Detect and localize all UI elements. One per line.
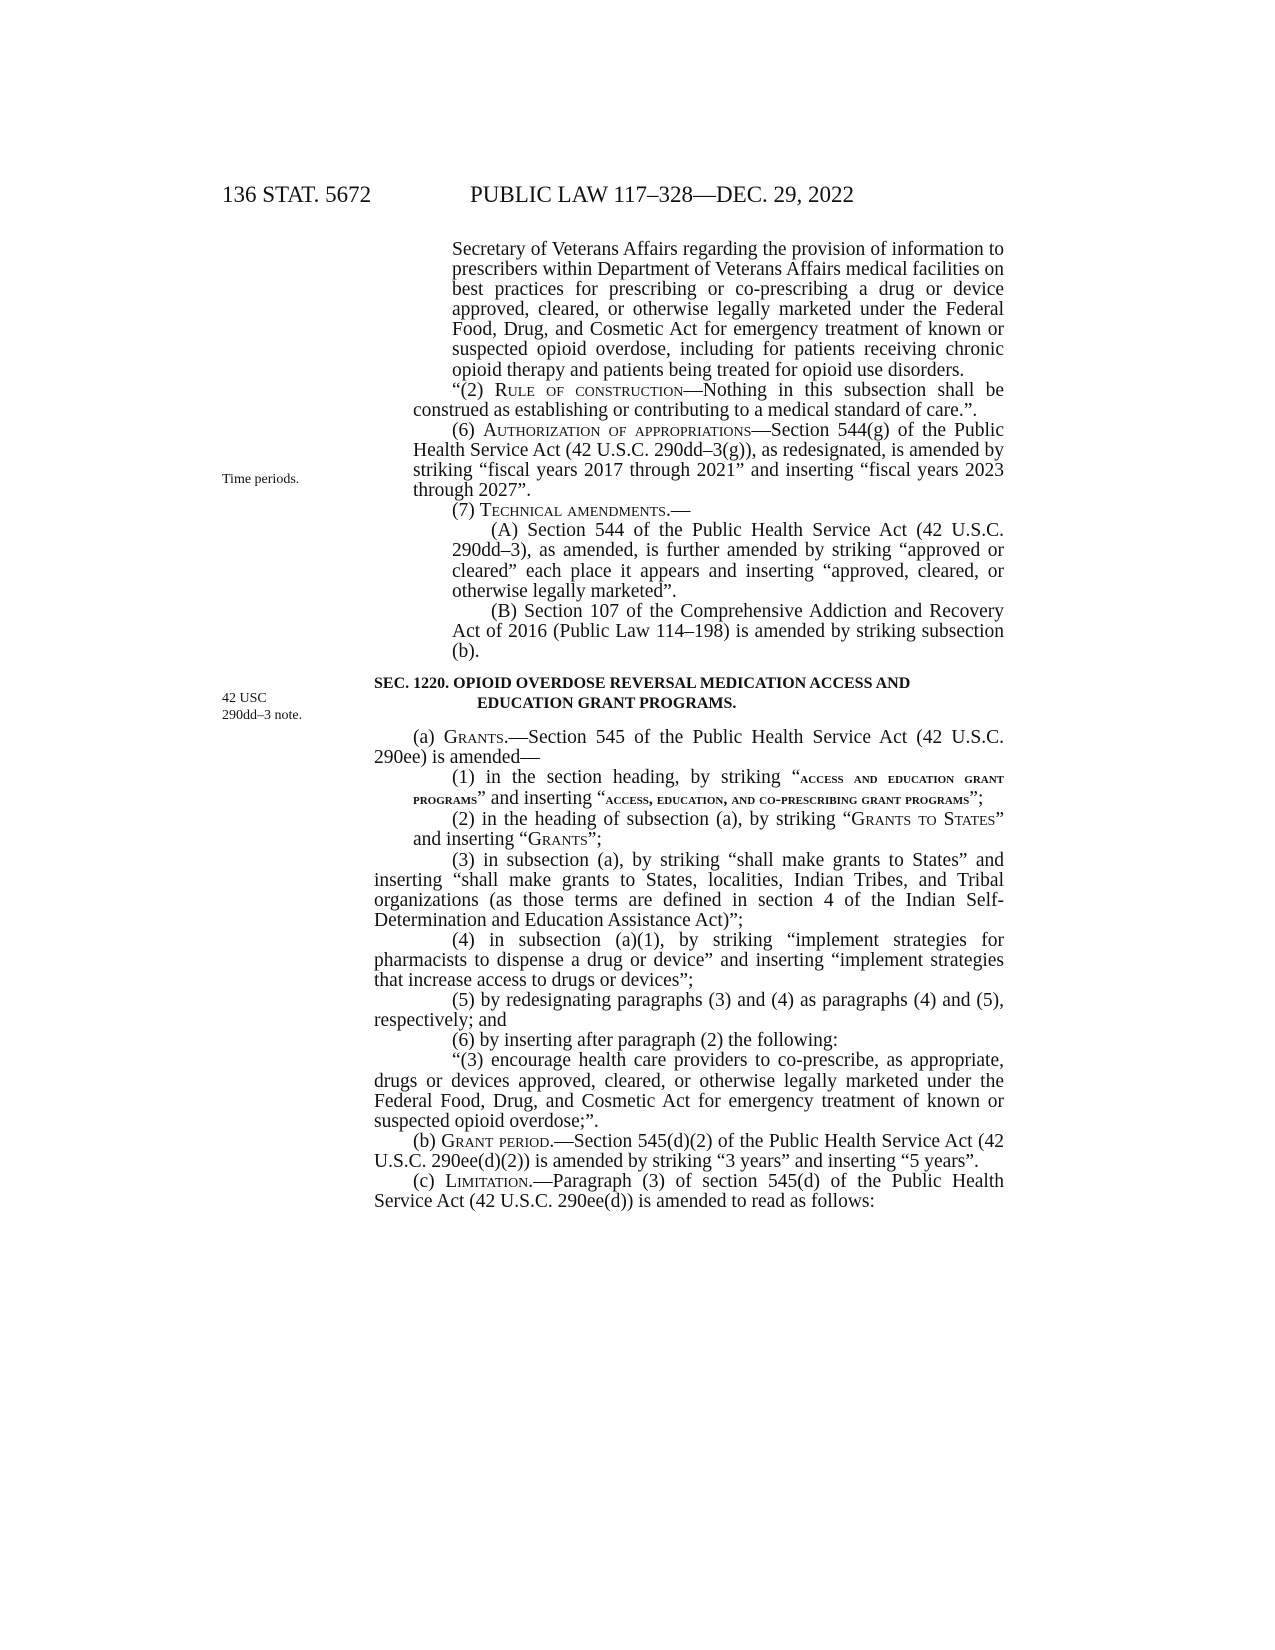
paragraph-6-authorization: (6) Authorization of appropriations—Section 544(g) of the Public Health Service Act (42 U.S.C. 290dd–3(g)), as redesignated, is amended by striking “fiscal years 2017 through 2021” and inserting “fiscal years 2023 through 2027”. (413, 419, 1005, 502)
page-header (222, 182, 1035, 212)
margin-note-time-periods: Time periods. (222, 472, 300, 487)
subparagraph-a: (A) Section 544 of the Public Health Service Act (42 U.S.C. 290dd–3), as amended, is further amended by striking “approved or cleared” each place it appears and inserting “approved, cleared, or otherwise legally marketed”. (452, 520, 1004, 602)
margin-note-usc-line2: 290dd–3 note. (222, 708, 303, 723)
item-5: (5) by redesignating paragraphs (3) and (4) as paragraphs (4) and (5), respectively; and (374, 990, 1004, 1032)
quoted-paragraph-3: “(3) encourage health care providers to co-prescribe, as appropriate, drugs or devices approved, cleared, or otherwise legally marketed under the Federal Food, Drug, and Cosmetic Act for emergency treatment of known or suspected opioid overdose;”. (374, 1050, 1004, 1132)
subsection-a-grants: (a) Grants.—Section 545 of the Public Health Service Act (42 U.S.C. 290ee) is amended— (374, 726, 1004, 769)
item-4: (4) in subsection (a)(1), by striking “implement strategies for pharmacists to dispense a drug or device” and inserting “implement strategies that increase access to drugs or devices”; (374, 929, 1004, 992)
item-3: (3) in subsection (a), by striking “shall make grants to States” and inserting “shall make grants to States, localities, Indian Tribes, and Tribal organizations (as those terms are defined in section 4 of the Indian Self-Determination and Education Assistance Act)”; (374, 849, 1004, 931)
margin-note-usc (222, 690, 302, 724)
statute-page-number: 136 STAT. 5672 (222, 182, 372, 207)
item-6: (6) by inserting after paragraph (2) the following: (452, 1030, 839, 1052)
item-1-section-heading: (1) in the section heading, by striking “access and education grant programs” and inserting “access, education, and co-prescribing grant programs”; (413, 767, 1004, 810)
section-heading-line1: SEC. 1220. OPIOID OVERDOSE REVERSAL MEDICATION ACCESS AND (374, 674, 911, 692)
document-body (374, 240, 1004, 1212)
margin-note-usc-line1: 42 USC (222, 691, 267, 706)
section-heading-line2: EDUCATION GRANT PROGRAMS. (477, 694, 737, 712)
subsection-b-grant-period: (b) Grant period.—Section 545(d)(2) of the Public Health Service Act (42 U.S.C. 290ee(d)(2)) is amended by striking “3 years” and inserting “5 years”. (374, 1130, 1004, 1172)
paragraph-rule-of-construction: “(2) Rule of construction—Nothing in this subsection shall be construed as establishing or contributing to a medical standard of care.”. (413, 379, 1005, 421)
public-law-title: PUBLIC LAW 117–328—DEC. 29, 2022 (470, 182, 855, 207)
subparagraph-b: (B) Section 107 of the Comprehensive Addiction and Recovery Act of 2016 (Public Law 114–198) is amended by striking subsection (b). (452, 600, 1004, 662)
section-heading (374, 674, 1004, 714)
paragraph-7-technical-amendments: (7) Technical amendments.— (452, 500, 691, 522)
item-2-subsection-heading: (2) in the heading of subsection (a), by striking “Grants to States” and inserting “Grants”; (413, 809, 1004, 851)
paragraph-continued: Secretary of Veterans Affairs regarding the provision of information to prescribers within Department of Veterans Affairs medical facilities on best practices for prescribing or co-prescribing a drug or device approved, cleared, or otherwise legally marketed under the Federal Food, Drug, and Cosmetic Act for emergency treatment of known or suspected opioid overdose, including for patients receiving chronic opioid therapy and patients being treated for opioid use disorders. (452, 239, 1004, 381)
subsection-c-limitation: (c) Limitation.—Paragraph (3) of section 545(d) of the Public Health Service Act (42 U.S.C. 290ee(d)) is amended to read as follows: (374, 1171, 1004, 1213)
